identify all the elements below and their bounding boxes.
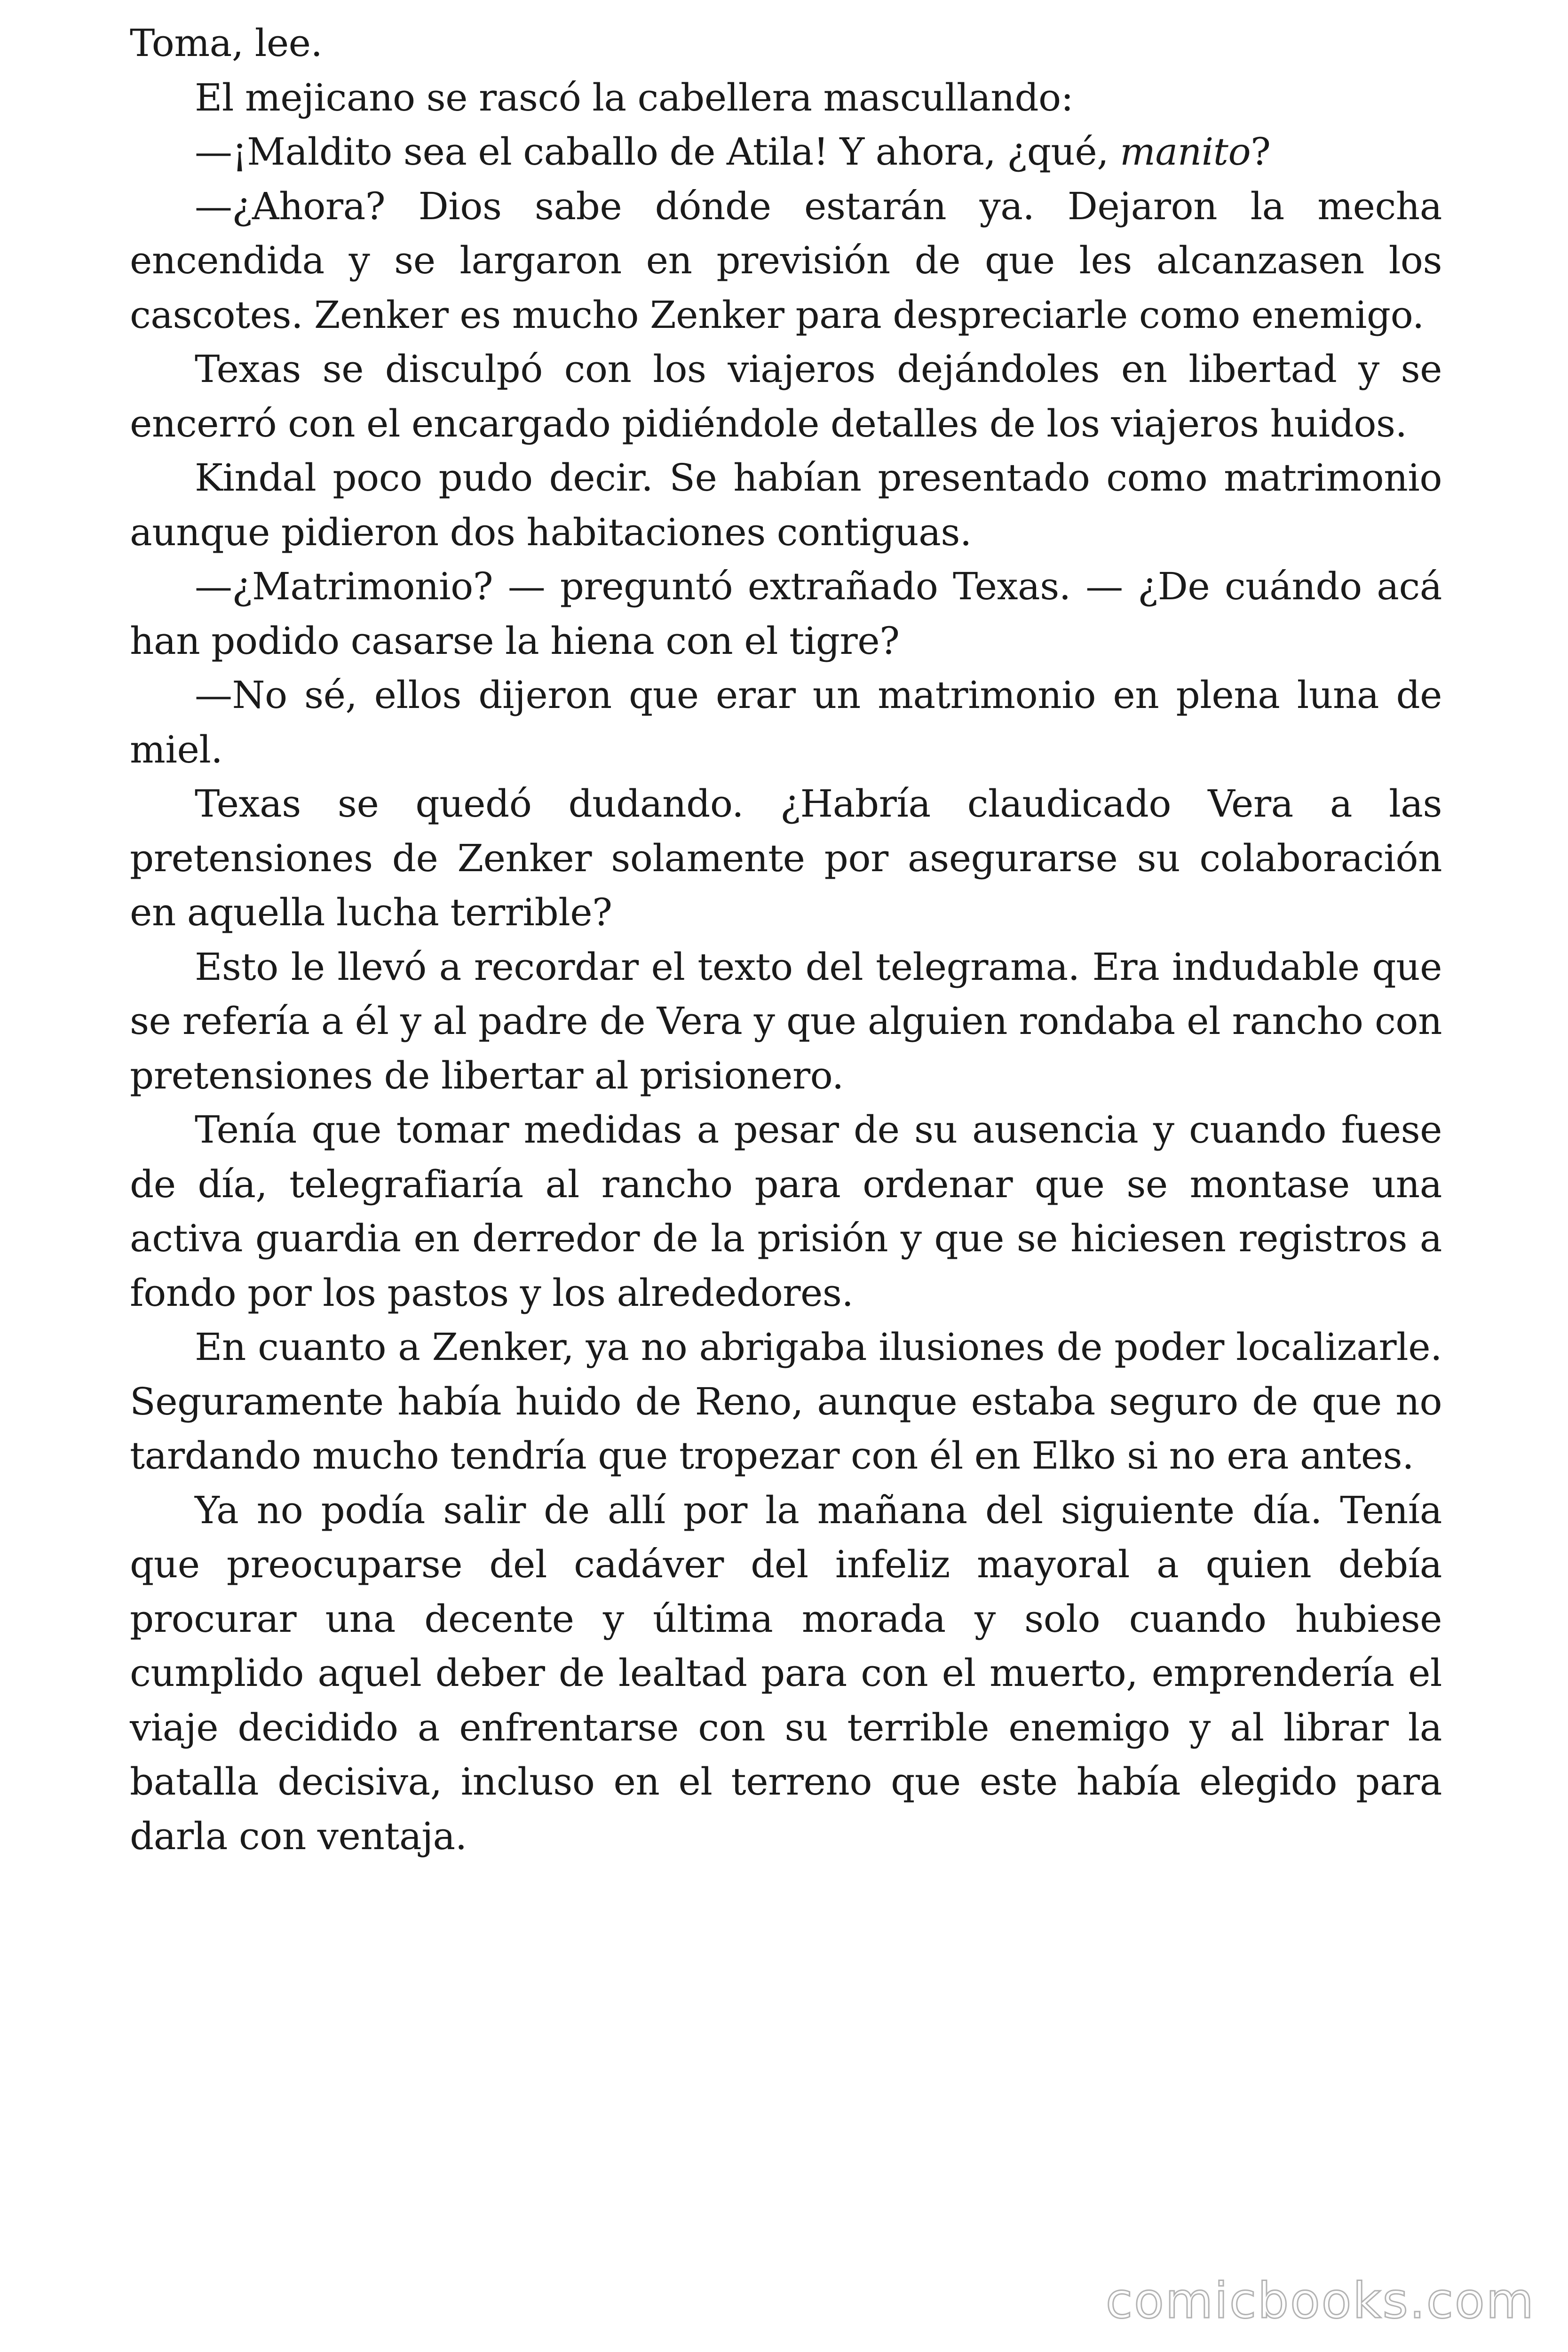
paragraph: El mejicano se rascó la cabellera mascullando: xyxy=(195,75,1074,119)
paragraph-text: ? xyxy=(1251,130,1271,174)
paragraph: Texas se quedó dudando. ¿Habría claudicado Vera a las pretensiones de Zenker solamente por asegurarse su colaboración en aquella lucha terrible? xyxy=(130,782,1442,934)
paragraph: Ya no podía salir de allí por la mañana del siguiente día. Tenía que preocuparse del cadáver del infeliz mayoral a quien debía procurar una decente y última morada y solo cuando hubiese cumplido aquel deber de lealtad para con el muerto, emprendería el viaje decidido a enfrentarse con su terrible enemigo y al librar la batalla decisiva, incluso en el terreno que este había elegido para darla con ventaja. xyxy=(130,1488,1442,1858)
paragraph: Texas se disculpó con los viajeros dejándoles en libertad y se encerró con el encargado pidiéndole detalles de los viajeros huidos. xyxy=(130,347,1442,445)
paragraph: En cuanto a Zenker, ya no abrigaba ilusiones de poder localizarle. Seguramente había huido de Reno, aunque estaba seguro de que no tardando mucho tendría que tropezar con él en Elko si no era antes. xyxy=(130,1325,1442,1478)
paragraph: Esto le llevó a recordar el texto del telegrama. Era indudable que se refería a él y al padre de Vera y que alguien rondaba el rancho con pretensiones de libertar al prisionero. xyxy=(130,945,1442,1097)
paragraph: —¿Ahora? Dios sabe dónde estarán ya. Dejaron la mecha encendida y se largaron en previsión de que les alcanzasen los cascotes. Zenker es mucho Zenker para despreciarle como enemigo. xyxy=(130,184,1442,337)
paragraph: Tenía que tomar medidas a pesar de su ausencia y cuando fuese de día, telegrafiaría al rancho para ordenar que se montase una activa guardia en derredor de la prisión y que se hiciesen registros a fondo por los pastos y los alrededores. xyxy=(130,1108,1442,1315)
page-text xyxy=(130,16,1442,1863)
paragraph: —¿Matrimonio? — preguntó extrañado Texas. — ¿De cuándo acá han podido casarse la hiena con el tigre? xyxy=(130,564,1442,663)
paragraph: Toma, lee. xyxy=(130,21,323,65)
paragraph: —No sé, ellos dijeron que erar un matrimonio en plena luna de miel. xyxy=(130,673,1442,771)
watermark: comicbooks.com xyxy=(1105,2272,1535,2329)
paragraph: Kindal poco pudo decir. Se habían presentado como matrimonio aunque pidieron dos habitaciones contiguas. xyxy=(130,456,1442,554)
italic-text: manito xyxy=(1120,130,1251,174)
paragraph-text: —¡Maldito sea el caballo de Atila! Y ahora, ¿qué, xyxy=(195,130,1120,174)
paragraph xyxy=(130,125,1442,179)
